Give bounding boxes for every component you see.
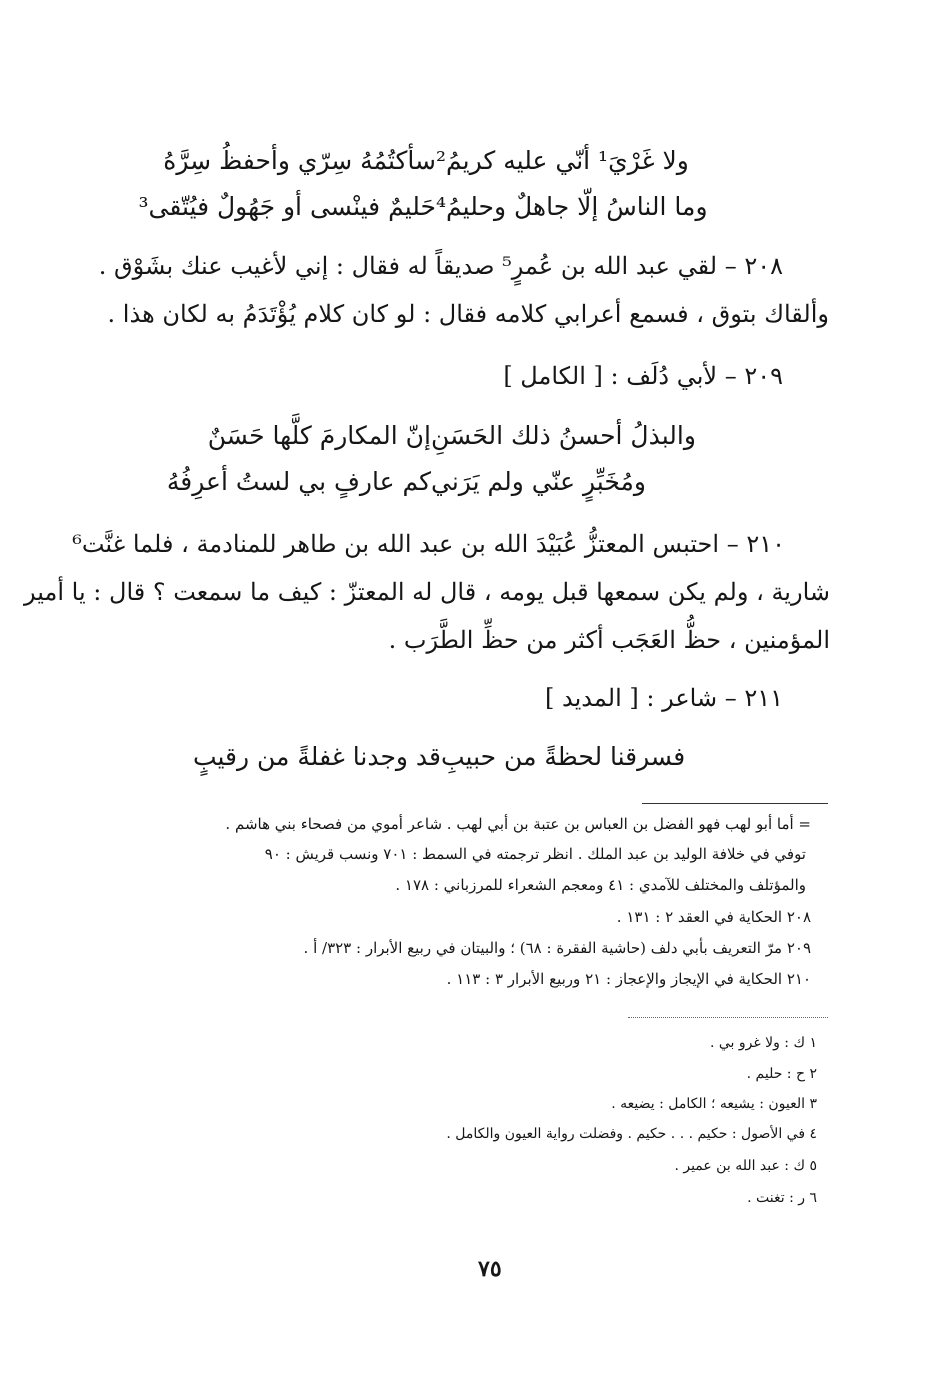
footnote-line: توفي في خلافة الوليد بن عبد الملك . انظر ترجمته في السمط : ٧٠١ ونسب قريش : ٩٠ [264,845,806,863]
paragraph-210-line-3: المؤمنين ، حظُّ العَجَب أكثر من حظِّ الطَّرَب . [388,626,830,654]
paragraph-210-line-1: ٢١٠ – احتبس المعتزُّ عُبَيْدَ الله بن عبد الله بن طاهر للمنادمة ، فلما غنَّت⁶ [72,530,785,558]
paragraph-210-line-2: شارية ، ولم يكن سمعها قبل يومه ، قال له المعتزّ : كيف ما سمعت ؟ قال : يا أمير [24,578,830,606]
footnote-line: ٢١٠ الحكاية في الإيجاز والإعجاز : ٢١ وربيع الأبرار ٣ : ١١٣ . [446,970,811,988]
verse-line [163,146,771,175]
verse-hemistich-left: ومُخَبِّرٍ عنّي ولم يَرَني [431,467,646,496]
verse-hemistich-right: سأكتُمُهُ سِرّي وأحفظُ سِرَّهُ [163,146,436,175]
verse-hemistich-left: فسرقنا لحظةً من حبيبِ [441,742,686,771]
footnote-line: والمؤتلف والمختلف للآمدي : ٤١ ومعجم الشعراء للمرزباني : ١٧٨ . [395,876,806,894]
verse-line [151,467,771,496]
variant-note: ٦ ر : تغنت . [747,1190,817,1206]
verse-line [138,192,771,221]
variant-note: ١ ك : ولا غرو بي . [709,1035,817,1051]
paragraph-209-heading: ٢٠٩ – لأبي دُلَف : [ الكامل ] [503,362,783,390]
verse-hemistich-right: إنّ المكارمَ كلَّها حَسَنٌ [207,421,431,450]
footnote-separator [642,803,828,804]
verse-hemistich-right: كم عارفٍ بي لستُ أعرِفُهُ [166,467,431,496]
paragraph-208-line-1: ٢٠٨ – لقي عبد الله بن عُمرٍ⁵ صديقاً له فقال : إني لأغيب عنك بشَوْق . [98,252,783,280]
verse-hemistich-left: وما الناسُ إلّا جاهلٌ وحليمُ⁴ [436,192,708,221]
page-number: ٧٥ [478,1256,502,1282]
variant-note: ٢ ح : حليم . [746,1066,817,1082]
verse-hemistich-right: حَليمٌ فينْسى أو جَهُولٌ فيُتّقى³ [138,192,436,221]
variant-note: ٤ في الأصول : حكيم . . . حكيم . وفضلت رواية العيون والكامل . [446,1126,817,1142]
variants-separator [628,1017,828,1018]
verse-hemistich-left: والبذلُ أحسنُ ذلك الحَسَنِ [431,421,696,450]
paragraph-211-heading: ٢١١ – شاعر : [ المديد ] [545,684,783,712]
verse-line [171,742,771,771]
footnote-line: ٢٠٨ الحكاية في العقد ٢ : ١٣١ . [616,908,811,926]
footnote-line: = أما أبو لهب فهو الفضل بن العباس بن عتبة بن أبي لهب . شاعر أموي من فصحاء بني هاشم . [225,815,811,833]
paragraph-208-line-2: وألقاك بتوق ، فسمع أعرابي كلامه فقال : لو كان كلام يُؤْتَدَمُ به لكان هذا . [107,300,829,328]
variant-note: ٥ ك : عبد الله بن عمير . [674,1158,817,1174]
verse-hemistich-right: قد وجدنا غفلةً من رقيبٍ [192,742,441,771]
variant-note: ٣ العيون : يشيعه ؛ الكامل : يضيعه . [611,1096,817,1112]
footnote-line: ٢٠٩ مرّ التعريف بأبي دلف (حاشية الفقرة : ٦٨) ؛ والبيتان في ربيع الأبرار : ٣٢٣/ أ . [303,939,811,957]
verse-hemistich-left: ولا غَرْيَ¹ أنّي عليه كريمُ² [436,146,689,175]
verse-line [151,421,771,450]
